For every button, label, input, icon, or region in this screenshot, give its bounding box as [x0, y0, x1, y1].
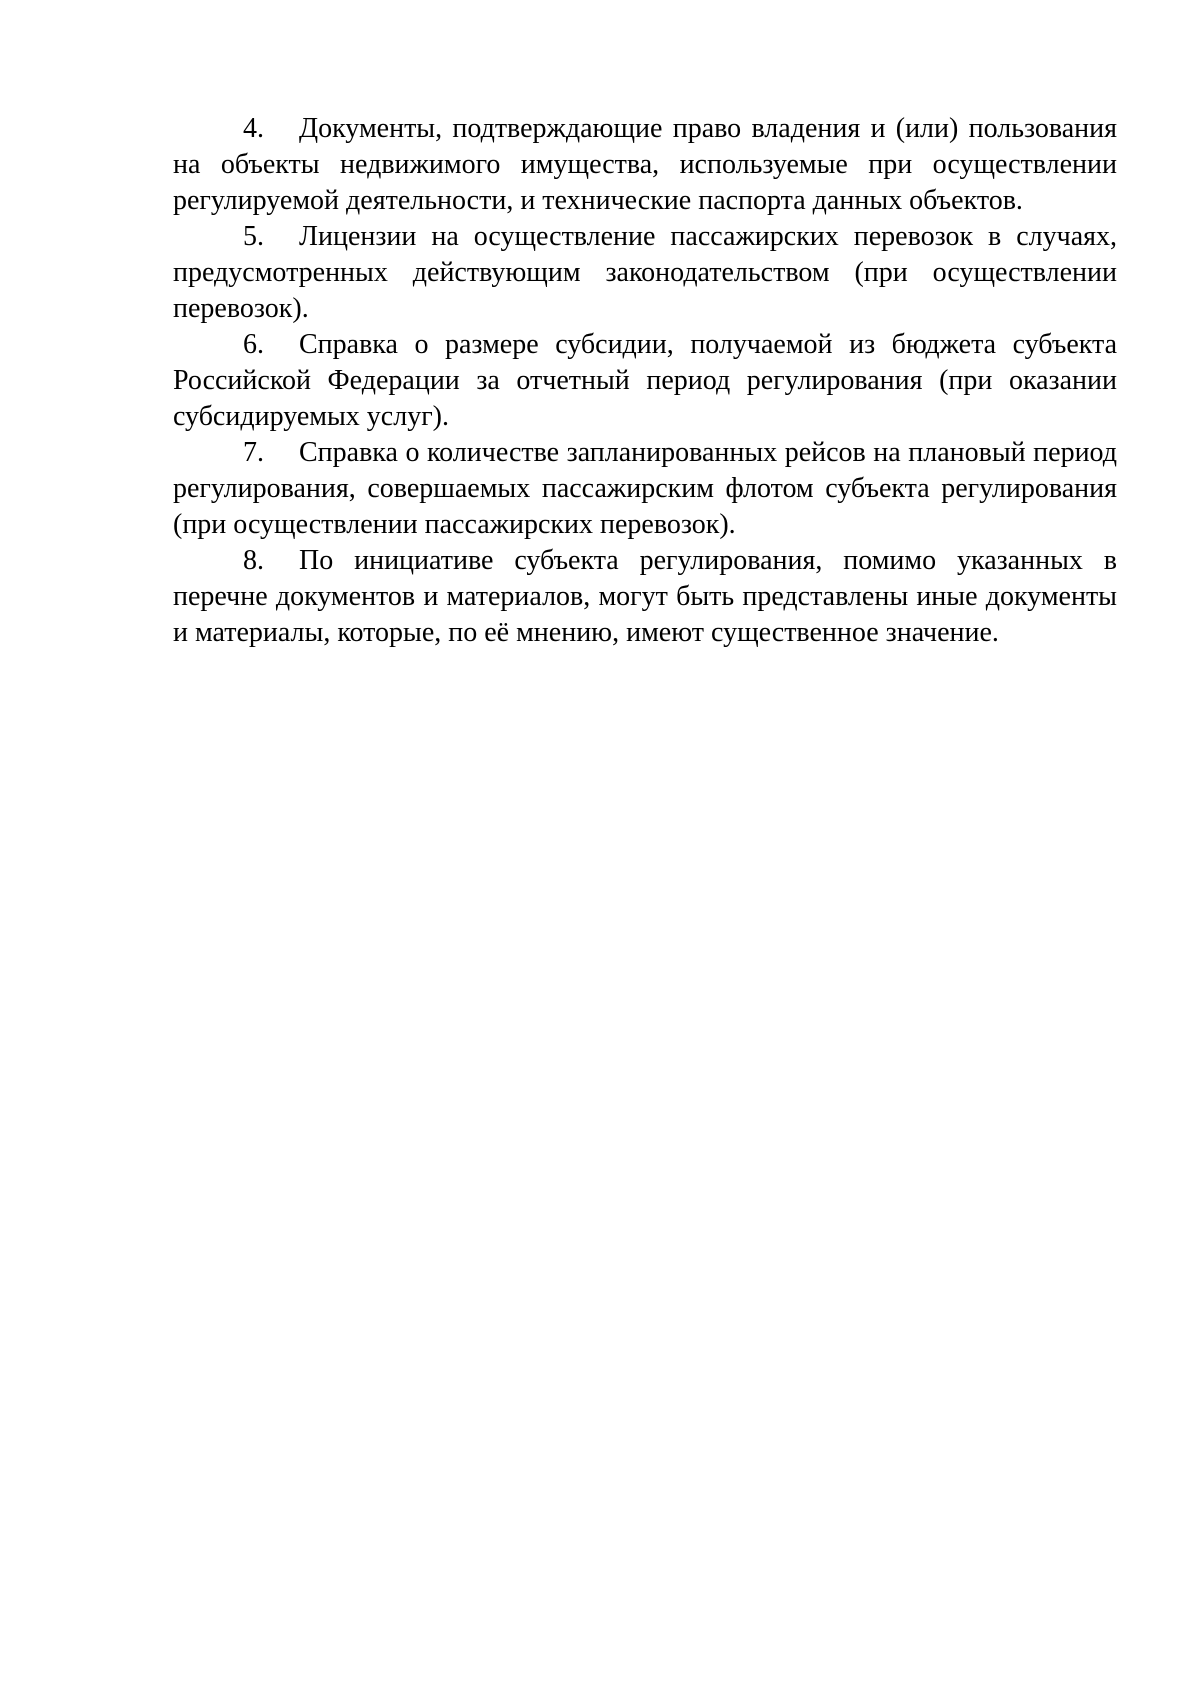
- list-item: [173, 111, 1117, 219]
- item-number: 8.: [243, 545, 264, 576]
- item-number: 7.: [243, 437, 264, 468]
- item-number: 6.: [243, 329, 264, 360]
- item-text: Лицензии на осуществление пассажирских перевозок в случаях, предусмотренных действующим законодательством (при осуществлении перевозок).: [173, 221, 1117, 324]
- document-body: [173, 111, 1117, 651]
- list-item: [173, 219, 1117, 327]
- item-number: 5.: [243, 221, 264, 252]
- item-text: Справка о размере субсидии, получаемой из бюджета субъекта Российской Федерации за отчетный период регулирования (при оказании субсидируемых услуг).: [173, 329, 1117, 432]
- item-text: Документы, подтверждающие право владения и (или) пользования на объекты недвижимого имущества, используемые при осуществлении регулируемой деятельности, и технические паспорта данных объектов.: [173, 113, 1117, 216]
- item-text: По инициативе субъекта регулирования, помимо указанных в перечне документов и материалов, могут быть представлены иные документы и материалы, которые, по её мнению, имеют существенное значение.: [173, 545, 1117, 648]
- list-item: [173, 327, 1117, 435]
- list-item: [173, 543, 1117, 651]
- item-number: 4.: [243, 113, 264, 144]
- item-text: Справка о количестве запланированных рейсов на плановый период регулирования, совершаемых пассажирским флотом субъекта регулирования (при осуществлении пассажирских перевозок).: [173, 437, 1117, 540]
- list-item: [173, 435, 1117, 543]
